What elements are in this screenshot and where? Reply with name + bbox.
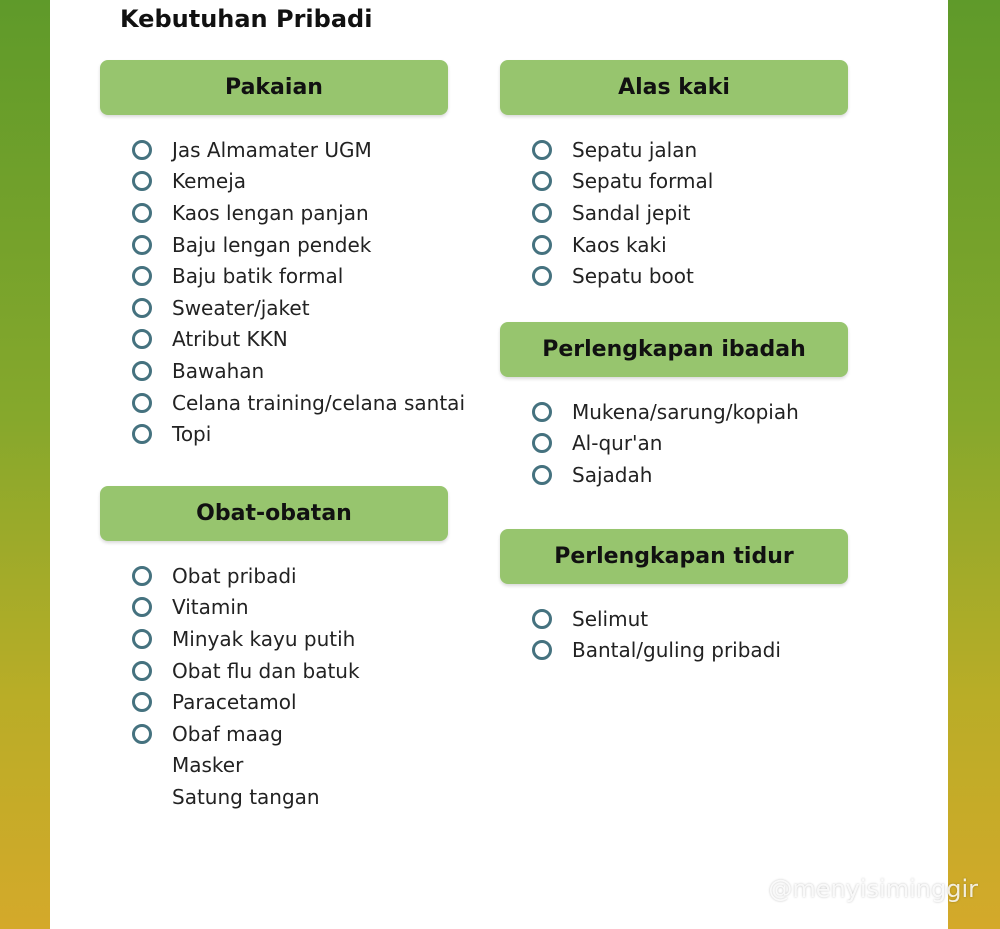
checklist-item[interactable] [132,197,465,229]
checklist-item[interactable] [132,355,465,387]
circle-icon[interactable] [132,298,152,318]
item-label: Bantal/guling pribadi [572,638,781,663]
checklist-item[interactable] [532,260,713,292]
paper-page [50,0,948,929]
item-label: Obat pribadi [172,563,297,588]
item-label: Sepatu jalan [572,137,698,162]
section-header-perlengkapan-ibadah: Perlengkapan ibadah [500,322,848,377]
section-header-obat-obatan: Obat-obatan [100,486,448,541]
section-perlengkapan-ibadah [500,322,848,487]
checklist-item[interactable] [532,134,713,166]
checklist-perlengkapan-ibadah [532,396,799,491]
circle-icon[interactable] [132,171,152,191]
checklist-item[interactable] [532,166,713,198]
circle-icon[interactable] [532,171,552,191]
section-pakaian [100,60,465,447]
circle-icon[interactable] [532,433,552,453]
checklist-item[interactable] [132,387,465,419]
item-label: Kaos lengan panjan [172,200,369,225]
checklist-item[interactable] [132,560,360,592]
section-obat-obatan [100,486,448,809]
checklist-alas-kaki [532,134,713,292]
blank-icon [132,787,152,807]
checklist-item[interactable] [532,603,781,635]
tiktok-icon [744,878,764,900]
checklist-item[interactable] [532,459,799,491]
section-header-perlengkapan-tidur: Perlengkapan tidur [500,529,848,584]
item-label: Bawahan [172,358,265,383]
checklist-obat-obatan [132,560,360,813]
checklist-item[interactable] [532,229,713,261]
checklist-pakaian [132,134,465,450]
page-title: Kebutuhan Pribadi [120,5,373,33]
circle-icon[interactable] [532,640,552,660]
checklist-item [132,750,360,782]
item-label: Topi [172,422,212,447]
circle-icon[interactable] [132,235,152,255]
item-label: Sajadah [572,462,653,487]
circle-icon[interactable] [532,140,552,160]
circle-icon[interactable] [532,266,552,286]
circle-icon[interactable] [532,465,552,485]
circle-icon[interactable] [132,724,152,744]
circle-icon[interactable] [132,266,152,286]
item-label: Sandal jepit [572,200,691,225]
item-label: Masker [172,753,244,778]
item-label: Baju batik formal [172,264,344,289]
checklist-item[interactable] [132,592,360,624]
circle-icon[interactable] [132,566,152,586]
circle-icon[interactable] [132,424,152,444]
item-label: Paracetamol [172,690,297,715]
checklist-item[interactable] [532,197,713,229]
checklist-item[interactable] [132,292,465,324]
blank-icon [132,755,152,775]
item-label: Sepatu boot [572,264,694,289]
checklist-item[interactable] [132,623,360,655]
item-label: Celana training/celana santai [172,390,465,415]
watermark [744,875,978,903]
circle-icon[interactable] [132,203,152,223]
item-label: Sepatu formal [572,169,714,194]
item-label: Obaf maag [172,721,283,746]
checklist-item[interactable] [132,655,360,687]
circle-icon[interactable] [532,609,552,629]
checklist-item[interactable] [132,418,465,450]
circle-icon[interactable] [532,402,552,422]
section-header-pakaian: Pakaian [100,60,448,115]
checklist-item[interactable] [132,229,465,261]
circle-icon[interactable] [132,361,152,381]
checklist-item[interactable] [132,686,360,718]
item-label: Kaos kaki [572,232,667,257]
item-label: Atribut KKN [172,327,288,352]
checklist-item[interactable] [132,718,360,750]
circle-icon[interactable] [132,629,152,649]
circle-icon[interactable] [132,329,152,349]
checklist-item[interactable] [132,166,465,198]
checklist-item[interactable] [532,635,781,667]
checklist-perlengkapan-tidur [532,603,781,666]
item-label: Mukena/sarung/kopiah [572,399,799,424]
section-header-alas-kaki: Alas kaki [500,60,848,115]
section-alas-kaki [500,60,848,289]
item-label: Al-qur'an [572,431,663,456]
item-label: Kemeja [172,169,247,194]
checklist-item[interactable] [132,260,465,292]
checklist-item[interactable] [132,324,465,356]
circle-icon[interactable] [132,393,152,413]
item-label: Satung tangan [172,784,320,809]
item-label: Baju lengan pendek [172,232,372,257]
circle-icon[interactable] [132,597,152,617]
item-label: Sweater/jaket [172,295,310,320]
checklist-item[interactable] [532,428,799,460]
checklist-item[interactable] [532,396,799,428]
checklist-item [132,781,360,813]
item-label: Selimut [572,606,649,631]
item-label: Obat flu dan batuk [172,658,360,683]
checklist-item[interactable] [132,134,465,166]
item-label: Jas Almamater UGM [172,137,372,162]
circle-icon[interactable] [532,235,552,255]
section-perlengkapan-tidur [500,529,848,663]
circle-icon[interactable] [132,140,152,160]
item-label: Minyak kayu putih [172,626,356,651]
circle-icon[interactable] [132,692,152,712]
item-label: Vitamin [172,595,249,620]
watermark-text: @menyisiminggir [768,875,978,903]
circle-icon[interactable] [532,203,552,223]
circle-icon[interactable] [132,661,152,681]
